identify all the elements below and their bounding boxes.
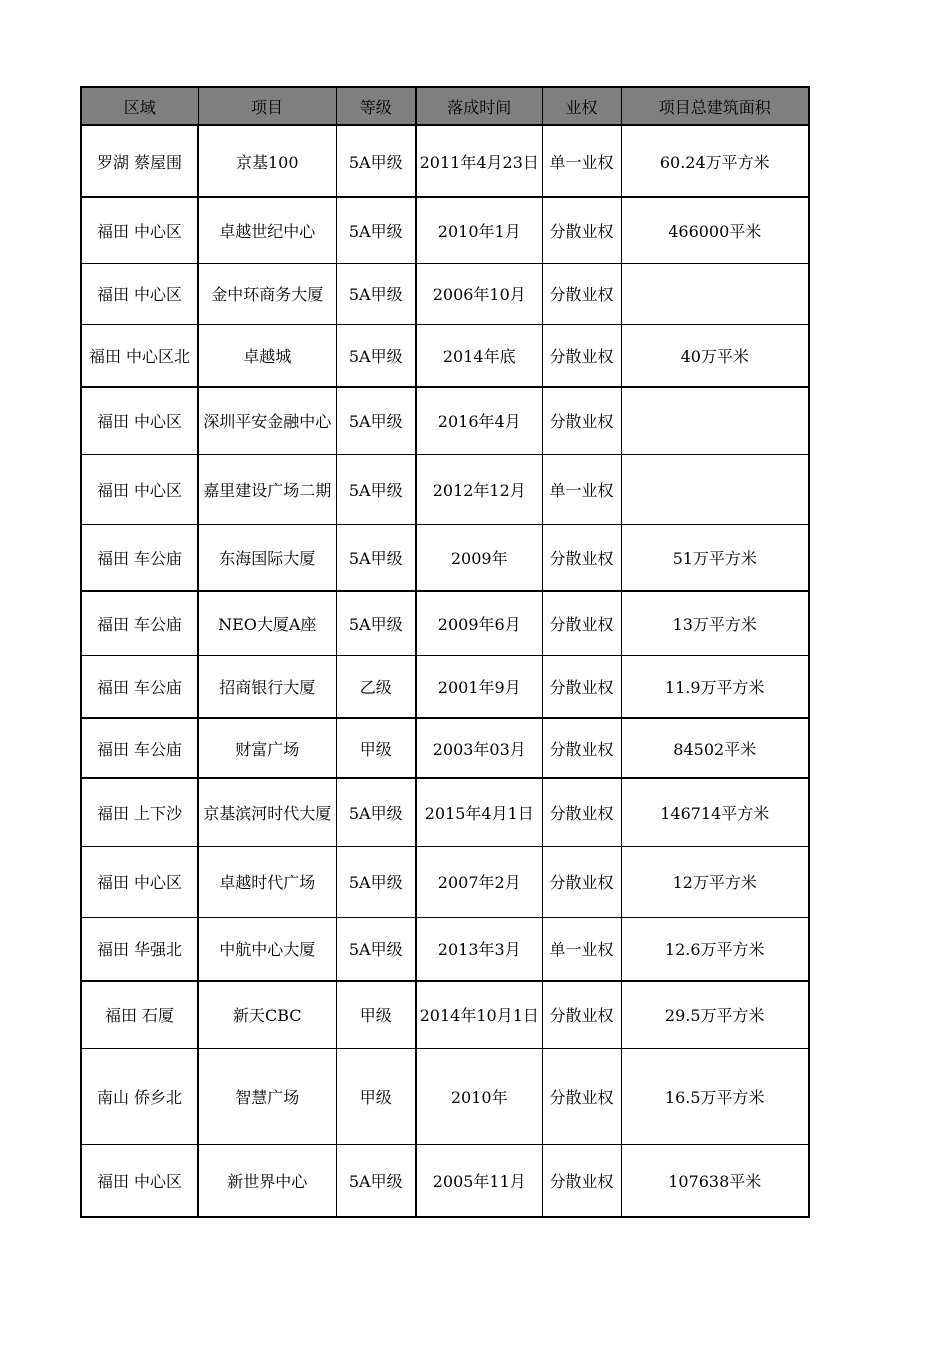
cell-ownership: 单一业权 [542,125,621,197]
cell-grade: 5A甲级 [336,197,416,263]
cell-completed: 2014年10月1日 [416,981,542,1048]
cell-completed: 2014年底 [416,324,542,387]
cell-grade: 5A甲级 [336,454,416,524]
cell-region: 福田 中心区北 [81,324,198,387]
cell-completed: 2006年10月 [416,263,542,324]
cell-grade: 5A甲级 [336,846,416,917]
table-row [81,917,809,981]
cell-region: 福田 中心区 [81,263,198,324]
cell-grade: 甲级 [336,718,416,778]
cell-project: 新世界中心 [198,1144,336,1217]
cell-grade: 5A甲级 [336,324,416,387]
cell-region: 福田 上下沙 [81,778,198,846]
cell-area [621,387,809,454]
cell-ownership: 单一业权 [542,917,621,981]
table-row [81,1048,809,1144]
cell-area [621,454,809,524]
table-row [81,387,809,454]
cell-completed: 2007年2月 [416,846,542,917]
table-row [81,125,809,197]
cell-completed: 2005年11月 [416,1144,542,1217]
cell-region: 福田 华强北 [81,917,198,981]
cell-project: 深圳平安金融中心 [198,387,336,454]
building-table [80,86,810,1218]
cell-grade: 5A甲级 [336,591,416,655]
table-row [81,324,809,387]
cell-area: 40万平米 [621,324,809,387]
cell-grade: 甲级 [336,981,416,1048]
cell-grade: 5A甲级 [336,917,416,981]
cell-ownership: 分散业权 [542,1144,621,1217]
cell-area: 84502平米 [621,718,809,778]
cell-project: 新天CBC [198,981,336,1048]
cell-completed: 2009年 [416,524,542,591]
cell-completed: 2015年4月1日 [416,778,542,846]
cell-ownership: 分散业权 [542,524,621,591]
cell-completed: 2010年1月 [416,197,542,263]
cell-area: 51万平方米 [621,524,809,591]
table-row [81,524,809,591]
cell-area: 11.9万平方米 [621,655,809,718]
cell-project: 卓越世纪中心 [198,197,336,263]
cell-project: 东海国际大厦 [198,524,336,591]
header-project: 项目 [198,87,336,125]
cell-project: 招商银行大厦 [198,655,336,718]
cell-region: 福田 中心区 [81,454,198,524]
cell-region: 福田 车公庙 [81,524,198,591]
table-row [81,655,809,718]
cell-area: 12万平方米 [621,846,809,917]
cell-completed: 2009年6月 [416,591,542,655]
cell-grade: 5A甲级 [336,387,416,454]
cell-completed: 2012年12月 [416,454,542,524]
cell-area: 466000平米 [621,197,809,263]
header-ownership: 业权 [542,87,621,125]
cell-ownership: 分散业权 [542,263,621,324]
cell-ownership: 分散业权 [542,846,621,917]
cell-area: 29.5万平方米 [621,981,809,1048]
cell-project: 卓越城 [198,324,336,387]
cell-region: 福田 车公庙 [81,718,198,778]
cell-grade: 5A甲级 [336,524,416,591]
cell-region: 福田 中心区 [81,197,198,263]
table-row [81,197,809,263]
cell-grade: 5A甲级 [336,778,416,846]
header-grade: 等级 [336,87,416,125]
header-region: 区域 [81,87,198,125]
cell-completed: 2011年4月23日 [416,125,542,197]
cell-ownership: 分散业权 [542,655,621,718]
cell-area: 107638平米 [621,1144,809,1217]
cell-project: 卓越时代广场 [198,846,336,917]
cell-completed: 2016年4月 [416,387,542,454]
cell-completed: 2010年 [416,1048,542,1144]
cell-project: 智慧广场 [198,1048,336,1144]
cell-area: 146714平方米 [621,778,809,846]
cell-grade: 5A甲级 [336,125,416,197]
cell-region: 罗湖 蔡屋围 [81,125,198,197]
cell-region: 福田 车公庙 [81,591,198,655]
table-row [81,454,809,524]
cell-region: 福田 中心区 [81,846,198,917]
cell-ownership: 分散业权 [542,981,621,1048]
cell-grade: 5A甲级 [336,1144,416,1217]
cell-area: 16.5万平方米 [621,1048,809,1144]
cell-ownership: 分散业权 [542,387,621,454]
table-row [81,846,809,917]
cell-area [621,263,809,324]
cell-region: 福田 车公庙 [81,655,198,718]
cell-ownership: 单一业权 [542,454,621,524]
cell-project: NEO大厦A座 [198,591,336,655]
cell-region: 福田 中心区 [81,387,198,454]
cell-project: 京基100 [198,125,336,197]
table-row [81,1144,809,1217]
cell-grade: 甲级 [336,1048,416,1144]
cell-grade: 5A甲级 [336,263,416,324]
cell-project: 中航中心大厦 [198,917,336,981]
table-row [81,981,809,1048]
table-row [81,718,809,778]
cell-ownership: 分散业权 [542,1048,621,1144]
cell-completed: 2001年9月 [416,655,542,718]
cell-area: 12.6万平方米 [621,917,809,981]
cell-ownership: 分散业权 [542,591,621,655]
cell-project: 京基滨河时代大厦 [198,778,336,846]
cell-ownership: 分散业权 [542,324,621,387]
table-row [81,591,809,655]
cell-ownership: 分散业权 [542,778,621,846]
cell-project: 金中环商务大厦 [198,263,336,324]
cell-region: 福田 中心区 [81,1144,198,1217]
cell-project: 嘉里建设广场二期 [198,454,336,524]
cell-completed: 2013年3月 [416,917,542,981]
table-row [81,778,809,846]
cell-ownership: 分散业权 [542,197,621,263]
cell-region: 南山 侨乡北 [81,1048,198,1144]
cell-region: 福田 石厦 [81,981,198,1048]
header-row [81,87,809,125]
cell-grade: 乙级 [336,655,416,718]
cell-area: 60.24万平方米 [621,125,809,197]
table-row [81,263,809,324]
header-completed: 落成时间 [416,87,542,125]
cell-ownership: 分散业权 [542,718,621,778]
cell-completed: 2003年03月 [416,718,542,778]
cell-project: 财富广场 [198,718,336,778]
cell-area: 13万平方米 [621,591,809,655]
header-area: 项目总建筑面积 [621,87,809,125]
